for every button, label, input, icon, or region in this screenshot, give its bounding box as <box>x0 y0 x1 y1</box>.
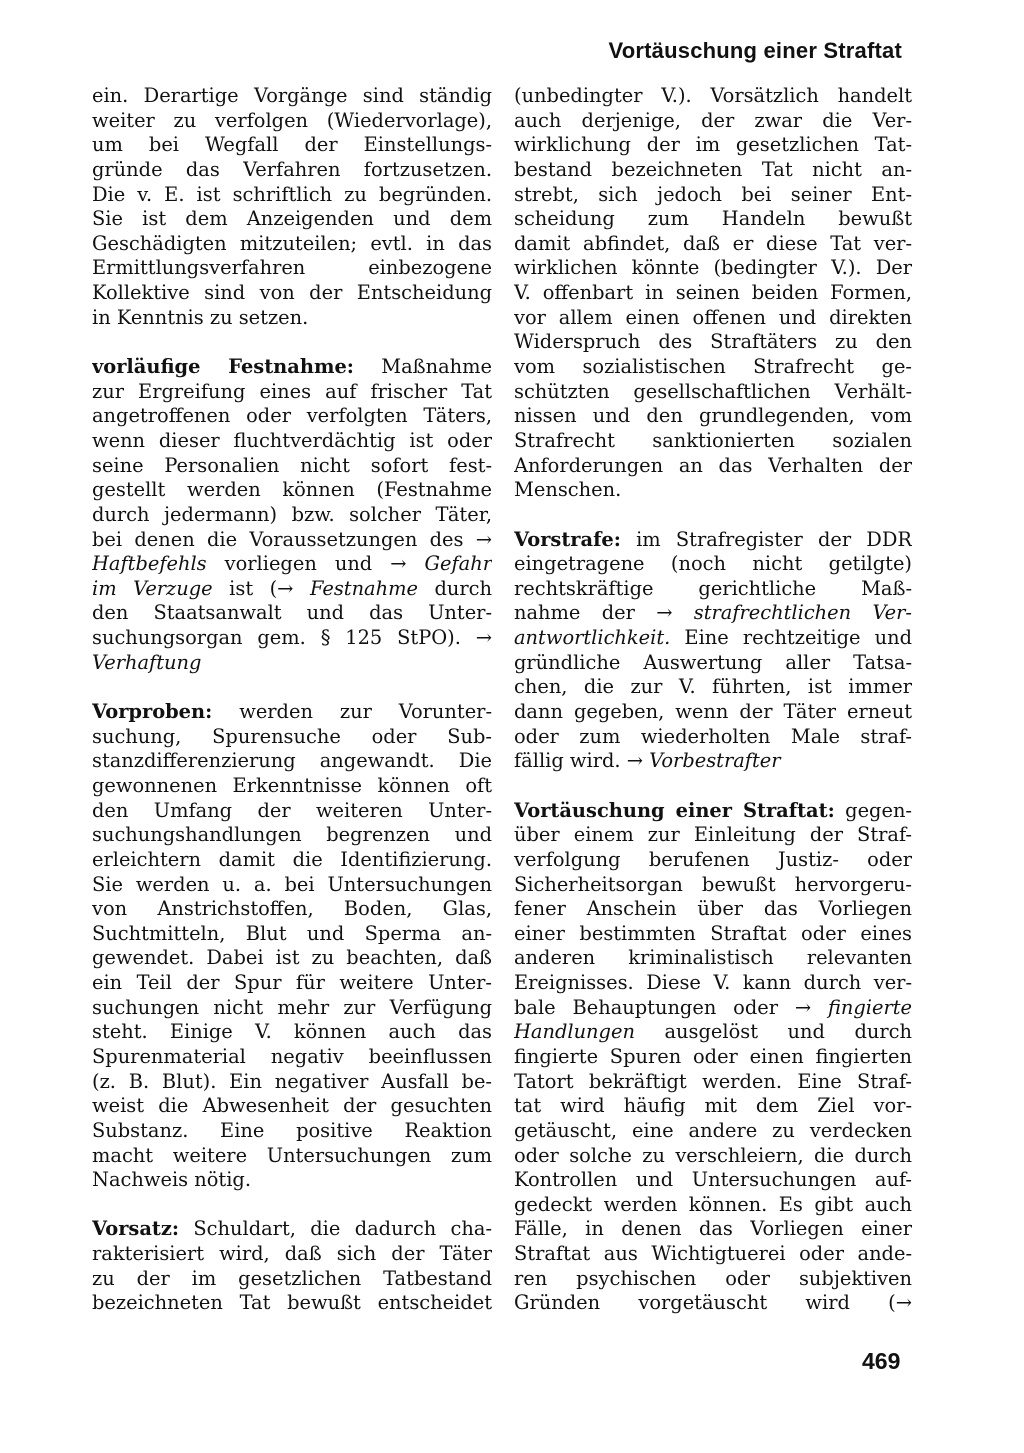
text-line: den Staatsanwalt und das Unter- <box>92 601 492 625</box>
text-line: Kontrollen und Untersuchungen auf- <box>514 1168 912 1192</box>
text-line: Sie werden u. a. bei Untersuchungen <box>92 872 492 896</box>
text-line: Vorsatz: Schuldart, die dadurch cha- <box>92 1217 492 1241</box>
text-line: fingierte Spuren oder einen fingierten <box>514 1044 912 1068</box>
entry-vorlaeufige-festnahme <box>92 355 492 675</box>
text-line: (unbedingter V.). Vorsätzlich handelt <box>514 84 912 107</box>
text-line: weiter zu verfolgen (Wiedervorlage), <box>92 108 492 132</box>
text-line: Tatort bekräftigt werden. Eine Straf- <box>514 1069 912 1093</box>
text-line: Sicherheitsorgan bewußt hervorgeru- <box>514 872 912 896</box>
right-column <box>514 84 912 1316</box>
text-line: damit abfindet, daß er diese Tat ver- <box>514 231 912 255</box>
entry-term: Vortäuschung einer Straftat: <box>514 798 835 822</box>
text-line: Vorstrafe: im Strafregister der DDR <box>514 527 912 551</box>
text-line: nahme der → strafrechtlichen Ver- <box>514 601 912 625</box>
text-line: (z. B. Blut). Ein negativer Ausfall be- <box>92 1069 492 1093</box>
text-line: weist die Abwesenheit der gesuchten <box>92 1094 492 1118</box>
text-line: durch jedermann) bzw. solcher Täter, <box>92 502 492 526</box>
text-line: Menschen. <box>514 478 622 502</box>
text-line: chen, die zur V. führten, ist immer <box>514 675 912 699</box>
text-line: bale Behauptungen oder → fingierte <box>514 995 912 1019</box>
text-line: zu der im gesetzlichen Tatbestand <box>92 1266 492 1290</box>
cross-reference[interactable]: im Verzuge <box>92 576 213 600</box>
text-line: Handlungen ausgelöst und durch <box>514 1020 912 1044</box>
text-line: suchungshandlungen begrenzen und <box>92 823 492 847</box>
text-line: gewendet. Dabei ist zu beachten, daß <box>92 946 492 970</box>
text-line: gründe das Verfahren fortzusetzen. <box>92 157 492 181</box>
text-line: Die v. E. ist schriftlich zu begründen. <box>92 182 492 206</box>
text-line: Widerspruch des Straftäters zu den <box>514 330 912 354</box>
text-line: rakterisiert wird, daß sich der Täter <box>92 1242 492 1266</box>
entry-term: Vorsatz: <box>92 1217 180 1241</box>
text-line: macht weitere Untersuchungen zum <box>92 1143 492 1167</box>
text-line: wirklichen könnte (bedingter V.). Der <box>514 256 912 280</box>
page-number: 469 <box>862 1348 901 1374</box>
text-line: seine Personalien nicht sofort fest- <box>92 453 492 477</box>
text-line: Suchtmitteln, Blut und Sperma an- <box>92 921 492 945</box>
entry-vorproben <box>92 700 492 1193</box>
text-line: fällig wird. → Vorbestrafter <box>514 749 781 773</box>
text-line: tat wird häufig mit dem Ziel vor- <box>514 1094 912 1118</box>
text-line: scheidung zum Handeln bewußt <box>514 207 912 231</box>
text-line: V. offenbart in seinen beiden Formen, <box>514 281 912 305</box>
text-line: Straftat aus Wichtigtuerei oder ande- <box>514 1242 912 1266</box>
entry-vorsatz <box>92 1217 492 1316</box>
text-line: rechtskräftige gerichtliche Maß- <box>514 576 912 600</box>
text-line: ren psychischen oder subjektiven <box>514 1266 912 1290</box>
text-line: stanzdifferenzierung angewandt. Die <box>92 749 492 773</box>
text-line: Ermittlungsverfahren einbezogene <box>92 256 492 280</box>
cross-reference[interactable]: Festnahme <box>309 576 418 600</box>
text-line: gründliche Auswertung aller Tatsa- <box>514 650 912 674</box>
text-line: Vorproben: werden zur Vorunter- <box>92 700 492 724</box>
text-line: Strafrecht sanktionierten sozialen <box>514 428 912 452</box>
text-line: bestand bezeichneten Tat nicht an- <box>514 157 912 181</box>
text-line: getäuscht, eine andere zu verdecken <box>514 1118 912 1142</box>
text-line: ein Teil der Spur für weitere Unter- <box>92 971 492 995</box>
text-line: vom sozialistischen Strafrecht ge- <box>514 355 912 379</box>
text-line: Ereignisses. Diese V. kann durch ver- <box>514 971 912 995</box>
entry-intro-continuation <box>92 84 492 330</box>
text-line: Sie ist dem Anzeigenden und dem <box>92 207 492 231</box>
text-line: angetroffenen oder verfolgten Täters, <box>92 404 492 428</box>
text-line: Kollektive sind von der Entscheidung <box>92 281 492 305</box>
cross-reference[interactable]: fingierte <box>827 995 912 1019</box>
text-line: vorläufige Festnahme: Maßnahme <box>92 355 492 379</box>
text-line: suchung, Spurensuche oder Sub- <box>92 724 492 748</box>
cross-reference[interactable]: Verhaftung <box>92 650 202 674</box>
text-line: in Kenntnis zu setzen. <box>92 305 309 329</box>
text-line: Spurenmaterial negativ beeinflussen <box>92 1044 492 1068</box>
text-line: gedeckt werden können. Es gibt auch <box>514 1192 912 1216</box>
cross-reference[interactable]: antwortlichkeit. <box>514 626 671 650</box>
text-line: Anforderungen an das Verhalten der <box>514 453 912 477</box>
text-line: auch derjenige, der zwar die Ver- <box>514 108 912 132</box>
text-line: fener Anschein über das Vorliegen <box>514 897 912 921</box>
text-line: über einem zur Einleitung der Straf- <box>514 823 912 847</box>
text-line: erleichtern damit die Identifizierung. <box>92 847 492 871</box>
text-line: oder solche zu verschleiern, die durch <box>514 1143 912 1167</box>
text-line: Gründen vorgetäuscht wird (→ <box>514 1291 912 1315</box>
text-line: den Umfang der weiteren Unter- <box>92 798 492 822</box>
cross-reference[interactable]: Vorbestrafter <box>649 749 781 773</box>
text-line: Nachweis nötig. <box>92 1168 251 1192</box>
text-line: gestellt werden können (Festnahme <box>92 478 492 502</box>
text-line: suchungen nicht mehr zur Verfügung <box>92 995 492 1019</box>
text-line: anderen kriminalistisch relevanten <box>514 946 912 970</box>
text-line: strebt, sich jedoch bei seiner Ent- <box>514 182 912 206</box>
text-line: Fälle, in denen das Vorliegen einer <box>514 1217 912 1241</box>
text-line: Substanz. Eine positive Reaktion <box>92 1118 492 1142</box>
text-line: wirklichung der im gesetzlichen Tat- <box>514 133 912 157</box>
text-line: nissen und den grundlegenden, vom <box>514 404 912 428</box>
text-line: Haftbefehls vorliegen und → Gefahr <box>92 552 492 576</box>
entry-term: Vorproben: <box>92 700 213 724</box>
text-line: bei denen die Voraussetzungen des → <box>92 527 492 551</box>
left-column <box>92 84 492 1316</box>
text-line: bezeichneten Tat bewußt entscheidet <box>92 1291 492 1315</box>
text-line: vor allem einen offenen und direkten <box>514 305 912 329</box>
text-line: schützten gesellschaftlichen Verhält- <box>514 379 912 403</box>
text-line: Vortäuschung einer Straftat: gegen- <box>514 798 912 822</box>
text-line: oder zum wiederholten Male straf- <box>514 724 912 748</box>
text-line: suchungsorgan gem. § 125 StPO). → <box>92 626 492 650</box>
text-line: im Verzuge ist (→ Festnahme durch <box>92 576 492 600</box>
entry-term: vorläufige Festnahme: <box>92 355 354 379</box>
text-line: steht. Einige V. können auch das <box>92 1020 492 1044</box>
text-line: ein. Derartige Vorgänge sind ständig <box>92 84 492 107</box>
text-line: verfolgung berufenen Justiz- oder <box>514 847 912 871</box>
text-line: wenn dieser fluchtverdächtig ist oder <box>92 428 492 452</box>
cross-reference[interactable]: Haftbefehls <box>92 552 207 576</box>
text-line: Geschädigten mitzuteilen; evtl. in das <box>92 231 492 255</box>
text-line: von Anstrichstoffen, Boden, Glas, <box>92 897 492 921</box>
entry-vorstrafe <box>514 528 912 774</box>
entry-vorsatz-continuation <box>514 84 912 503</box>
cross-reference[interactable]: strafrechtlichen Ver- <box>693 601 912 625</box>
text-line: dann gegeben, wenn der Täter erneut <box>514 700 912 724</box>
text-line: zur Ergreifung eines auf frischer Tat <box>92 379 492 403</box>
running-head: Vortäuschung einer Straftat <box>608 38 902 63</box>
entry-term: Vorstrafe: <box>514 527 621 551</box>
cross-reference[interactable]: Handlungen <box>514 1020 635 1044</box>
text-line <box>92 651 492 676</box>
text-line: um bei Wegfall der Einstellungs- <box>92 133 492 157</box>
entry-vortaeuschung-einer-straftat <box>514 799 912 1316</box>
text-line: eingetragene (noch nicht getilgte) <box>514 552 912 576</box>
text-line: antwortlichkeit. Eine rechtzeitige und <box>514 626 912 650</box>
text-line: einer bestimmten Straftat oder eines <box>514 921 912 945</box>
cross-reference[interactable]: Gefahr <box>424 552 492 576</box>
text-line: gewonnenen Erkenntnisse können oft <box>92 773 492 797</box>
